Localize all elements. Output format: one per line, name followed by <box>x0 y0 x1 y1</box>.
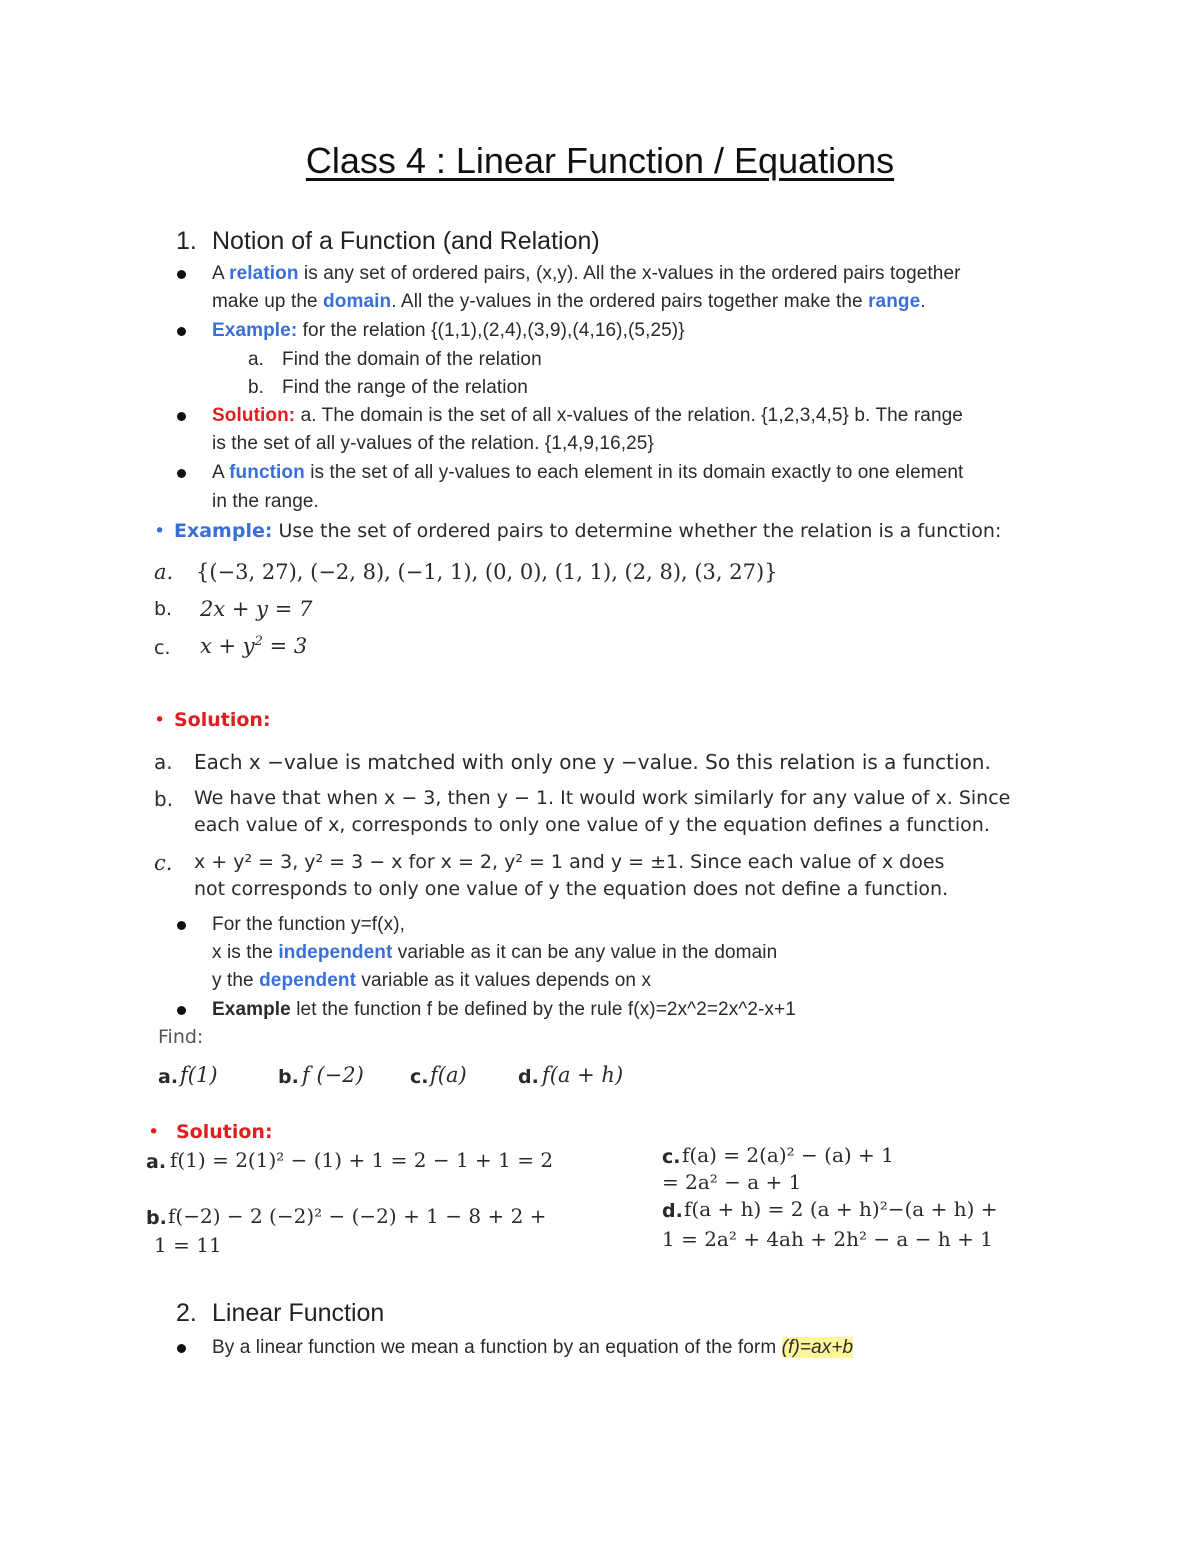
bullet-icon <box>177 469 186 478</box>
example-2-line <box>174 520 1001 542</box>
sub-item-b-letter: b. <box>248 377 265 398</box>
dependent-term: dependent <box>259 970 357 991</box>
find-b-math: f (−2) <box>302 1063 364 1087</box>
solution-3-d-letter: d. <box>662 1200 683 1222</box>
example-line <box>212 317 685 345</box>
solution-line-1 <box>212 402 963 430</box>
solution-2-bullet: • <box>154 709 166 731</box>
dependency-example <box>212 996 796 1024</box>
page-title: Class 4 : Linear Function / Equations <box>305 140 895 181</box>
text-run: . <box>920 291 926 312</box>
find-a-letter: a. <box>158 1066 179 1088</box>
example-2-a-math: {(−3, 27), (−2, 8), (−1, 1), (0, 0), (1, 1), (2, 8), (3, 27)} <box>196 560 778 584</box>
solution-3-label: Solution: <box>176 1121 273 1143</box>
solution-2-b-line-1: We have that when x − 3, then y − 1. It would work similarly for any value of x. Since <box>194 787 1011 809</box>
text-run: x is the <box>212 942 279 963</box>
linear-function-line <box>212 1334 853 1362</box>
bullet-icon <box>177 1006 186 1015</box>
solution-3-bullet: • <box>148 1121 160 1143</box>
find-c-math: f(a) <box>430 1063 467 1087</box>
find-d-math: f(a + h) <box>542 1063 624 1087</box>
relation-line-2 <box>212 288 926 316</box>
example-2-a-letter: a. <box>154 560 174 584</box>
domain-term: domain <box>323 291 392 312</box>
bullet-icon <box>177 327 186 336</box>
text-run: y the <box>212 970 260 991</box>
dependency-line-1: For the function y=f(x), <box>212 914 406 935</box>
solution-3-b-letter: b. <box>146 1207 167 1229</box>
solution-3-a-math: f(1) = 2(1)² − (1) + 1 = 2 − 1 + 1 = 2 <box>170 1148 554 1172</box>
solution-3-d-line-2: 1 = 2a² + 4ah + 2h² − a − h + 1 <box>662 1227 993 1251</box>
range-term: range <box>868 291 921 312</box>
text-run: is any set of ordered pairs, (x,y). All the x-values in the ordered pairs together <box>298 263 961 284</box>
relation-term: relation <box>229 263 299 284</box>
solution-3-b-line-1: f(−2) − 2 (−2)² − (−2) + 1 − 8 + 2 + <box>168 1204 547 1228</box>
superscript: 2 <box>254 634 263 649</box>
example-2-label: Example: <box>174 520 273 542</box>
find-c-letter: c. <box>410 1066 429 1088</box>
solution-3-b-line-2: 1 = 11 <box>154 1233 222 1257</box>
solution-2-a-text: Each x −value is matched with only one y −value. So this relation is a function. <box>194 750 991 774</box>
example-2-b-math: 2x + y = 7 <box>200 597 313 621</box>
text-run: A <box>212 462 230 483</box>
example-label: Example <box>212 999 291 1020</box>
solution-2-label: Solution: <box>174 709 271 731</box>
text-run: variable as it values depends on x <box>356 970 652 991</box>
section-1-heading: Notion of a Function (and Relation) <box>212 227 600 255</box>
bullet-icon <box>177 270 186 279</box>
text-run: = 3 <box>262 634 308 658</box>
example-2-c-math <box>200 634 307 658</box>
bullet-icon <box>177 1344 186 1353</box>
section-1-number: 1. <box>176 227 197 255</box>
solution-2-c-line-1: x + y² = 3, y² = 3 − x for x = 2, y² = 1 and y = ±1. Since each value of x does <box>194 851 945 873</box>
example-2-b-letter: b. <box>154 598 173 620</box>
solution-3-c-line-1: f(a) = 2(a)² − (a) + 1 <box>682 1143 894 1167</box>
text-run: make up the <box>212 291 324 312</box>
linear-formula-highlight: (f)=ax+b <box>781 1337 854 1358</box>
text-run: By a linear function we mean a function by an equation of the form <box>212 1337 782 1358</box>
text-run: is the set of all y-values to each element in its domain exactly to one element <box>304 462 964 483</box>
section-2-number: 2. <box>176 1299 197 1327</box>
solution-2-b-letter: b. <box>154 787 174 811</box>
independent-term: independent <box>278 942 393 963</box>
section-2-heading: Linear Function <box>212 1299 385 1327</box>
function-term: function <box>229 462 305 483</box>
solution-3-d-line-1: f(a + h) = 2 (a + h)²−(a + h) + <box>684 1197 998 1221</box>
find-a-math: f(1) <box>180 1063 218 1087</box>
function-line-1 <box>212 459 963 487</box>
solution-label: Solution: <box>212 405 296 426</box>
text-run: . All the y-values in the ordered pairs together make the <box>391 291 869 312</box>
solution-3-c-line-2: = 2a² − a + 1 <box>662 1170 802 1194</box>
example-2-c-letter: c. <box>154 637 171 659</box>
sub-item-b-text: Find the range of the relation <box>282 377 528 398</box>
function-line-2: in the range. <box>212 491 319 512</box>
bullet-icon <box>177 412 186 421</box>
text-run: let the function f be defined by the rule f(x)=2x^2=2x^2-x+1 <box>290 999 796 1020</box>
dependency-line-2 <box>212 939 777 967</box>
relation-line-1 <box>212 260 961 288</box>
sub-item-a-text: Find the domain of the relation <box>282 349 542 370</box>
find-b-letter: b. <box>278 1066 299 1088</box>
find-label: Find: <box>158 1026 204 1048</box>
solution-2-a-letter: a. <box>154 750 173 774</box>
text-run: A <box>212 263 230 284</box>
text-run: for the relation {(1,1),(2,4),(3,9),(4,16),(5,25)} <box>297 320 685 341</box>
solution-3-a-letter: a. <box>146 1151 167 1173</box>
dependency-line-3 <box>212 967 651 995</box>
solution-line-2: is the set of all y-values of the relation. {1,4,9,16,25} <box>212 433 654 454</box>
example-2-bullet: • <box>154 520 166 542</box>
bullet-icon <box>177 921 186 930</box>
solution-2-b-line-2: each value of x, corresponds to only one value of y the equation defines a function. <box>194 814 990 836</box>
solution-3-c-letter: c. <box>662 1146 681 1168</box>
text-run: x + y <box>200 634 255 658</box>
example-label: Example: <box>212 320 298 341</box>
text-run: Use the set of ordered pairs to determine whether the relation is a function: <box>272 520 1002 542</box>
solution-2-c-letter: c. <box>154 851 173 875</box>
sub-item-a-letter: a. <box>248 349 265 370</box>
solution-2-c-line-2: not corresponds to only one value of y the equation does not define a function. <box>194 878 949 900</box>
text-run: variable as it can be any value in the domain <box>392 942 778 963</box>
find-d-letter: d. <box>518 1066 539 1088</box>
text-run: a. The domain is the set of all x-values of the relation. {1,2,3,4,5} b. The range <box>295 405 963 426</box>
